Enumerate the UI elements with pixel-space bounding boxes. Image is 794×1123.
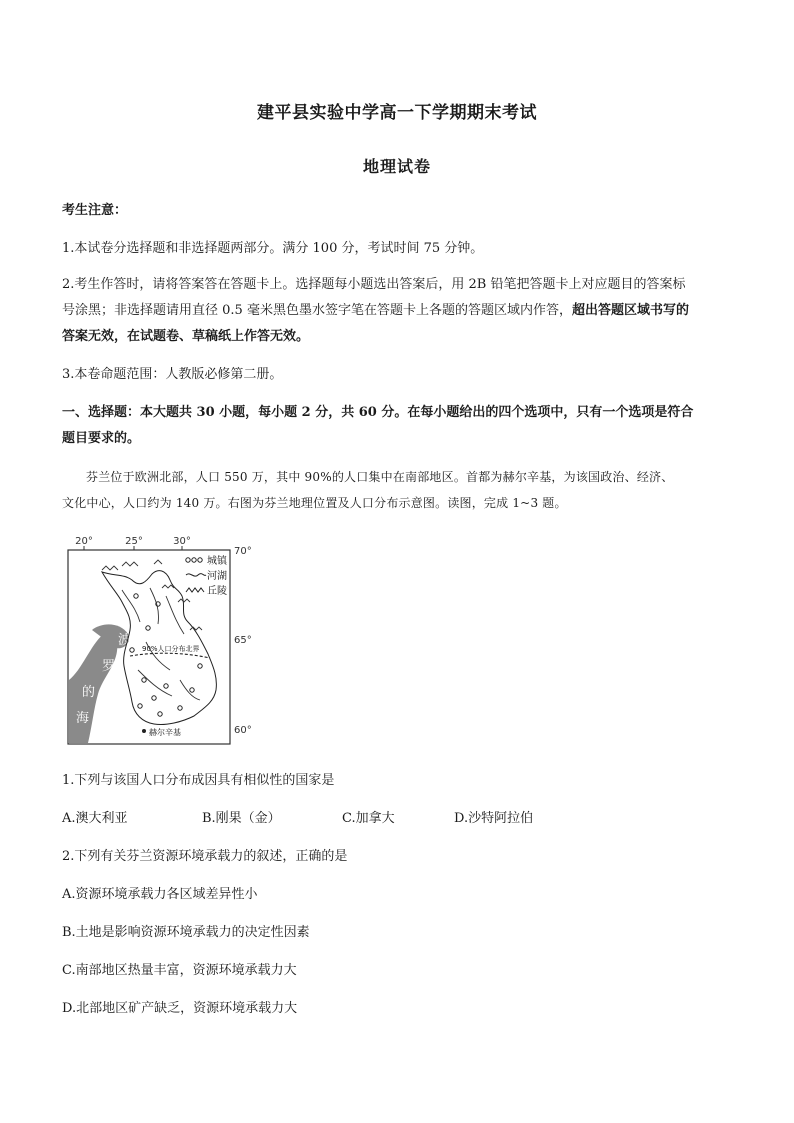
population-boundary-label: 90%人口分布北界 bbox=[142, 645, 200, 653]
section1-heading bbox=[62, 400, 734, 452]
q1-option-a: A.澳大利亚 bbox=[62, 811, 128, 826]
sea-label-1: 波 bbox=[118, 633, 132, 648]
section1-line1: 一、选择题：本大题共 30 小题，每小题 2 分，共 60 分。在每小题给出的四个选项中，只有一个选项是符合 bbox=[62, 405, 694, 420]
q2-option-c: C.南部地区热量丰富，资源环境承载力大 bbox=[62, 963, 297, 978]
notice-item-2 bbox=[62, 272, 734, 350]
legend-hills: 丘陵 bbox=[207, 586, 227, 597]
notice-item-2-line2 bbox=[62, 298, 734, 324]
sea-label-4: 海 bbox=[76, 711, 90, 726]
question-2-stem: 2.下列有关芬兰资源环境承载力的叙述，正确的是 bbox=[62, 849, 348, 864]
q2-option-d: D.北部地区矿产缺乏，资源环境承载力大 bbox=[62, 1001, 298, 1016]
exam-subtitle: 地理试卷 bbox=[362, 157, 431, 176]
q1-option-d: D.沙特阿拉伯 bbox=[454, 811, 534, 826]
notice-item-2-line2-bold: 超出答题区域书写的 bbox=[571, 303, 689, 318]
q2-option-a: A.资源环境承载力各区域差异性小 bbox=[62, 887, 258, 902]
notice-item-3: 3.本卷命题范围：人教版必修第二册。 bbox=[62, 367, 283, 382]
finland-map bbox=[62, 530, 258, 748]
capital-label: 赫尔辛基 bbox=[149, 728, 181, 737]
lat-label-60: 60° bbox=[234, 725, 252, 736]
lon-label-30: 30° bbox=[173, 536, 191, 547]
q1-option-b: B.刚果（金） bbox=[202, 811, 281, 826]
notice-item-2-line1: 2.考生作答时，请将答案答在答题卡上。选择题每小题选出答案后，用 2B 铅笔把答题卡上对应题目的答案标 bbox=[62, 277, 686, 292]
passage-line1: 芬兰位于欧洲北部，人口 550 万，其中 90%的人口集中在南部地区。首都为赫尔辛基，为该国政治、经济、 bbox=[86, 470, 674, 484]
notice-item-2-line2-plain: 号涂黑；非选择题请用直径 0.5 毫米黑色墨水签字笔在答题卡上各题的答题区域内作答， bbox=[62, 303, 572, 318]
notice-item-2-line3: 答案无效，在试题卷、草稿纸上作答无效。 bbox=[62, 329, 310, 344]
notice-item-1: 1.本试卷分选择题和非选择题两部分。满分 100 分，考试时间 75 分钟。 bbox=[62, 241, 484, 256]
exam-title: 建平县实验中学高一下学期期末考试 bbox=[257, 103, 537, 123]
legend-river-lake: 河湖 bbox=[207, 571, 227, 582]
lon-label-25: 25° bbox=[125, 536, 143, 547]
lat-label-65: 65° bbox=[234, 635, 252, 646]
passage-line2: 文化中心，人口约为 140 万。右图为芬兰地理位置及人口分布示意图。读图，完成 1~3 题。 bbox=[62, 496, 567, 510]
lon-label-20: 20° bbox=[75, 536, 93, 547]
q2-option-b: B.土地是影响资源环境承载力的决定性因素 bbox=[62, 925, 310, 940]
q1-option-c: C.加拿大 bbox=[342, 811, 395, 826]
sea-label-3: 的 bbox=[82, 685, 96, 700]
legend-town: 城镇 bbox=[207, 556, 227, 567]
reading-passage bbox=[62, 464, 734, 516]
sea-label-2: 罗 bbox=[102, 659, 116, 674]
lat-label-70: 70° bbox=[234, 546, 252, 557]
section1-line2: 题目要求的。 bbox=[62, 431, 141, 446]
question-1-stem: 1.下列与该国人口分布成因具有相似性的国家是 bbox=[62, 773, 335, 788]
notice-heading: 考生注意： bbox=[62, 203, 128, 218]
